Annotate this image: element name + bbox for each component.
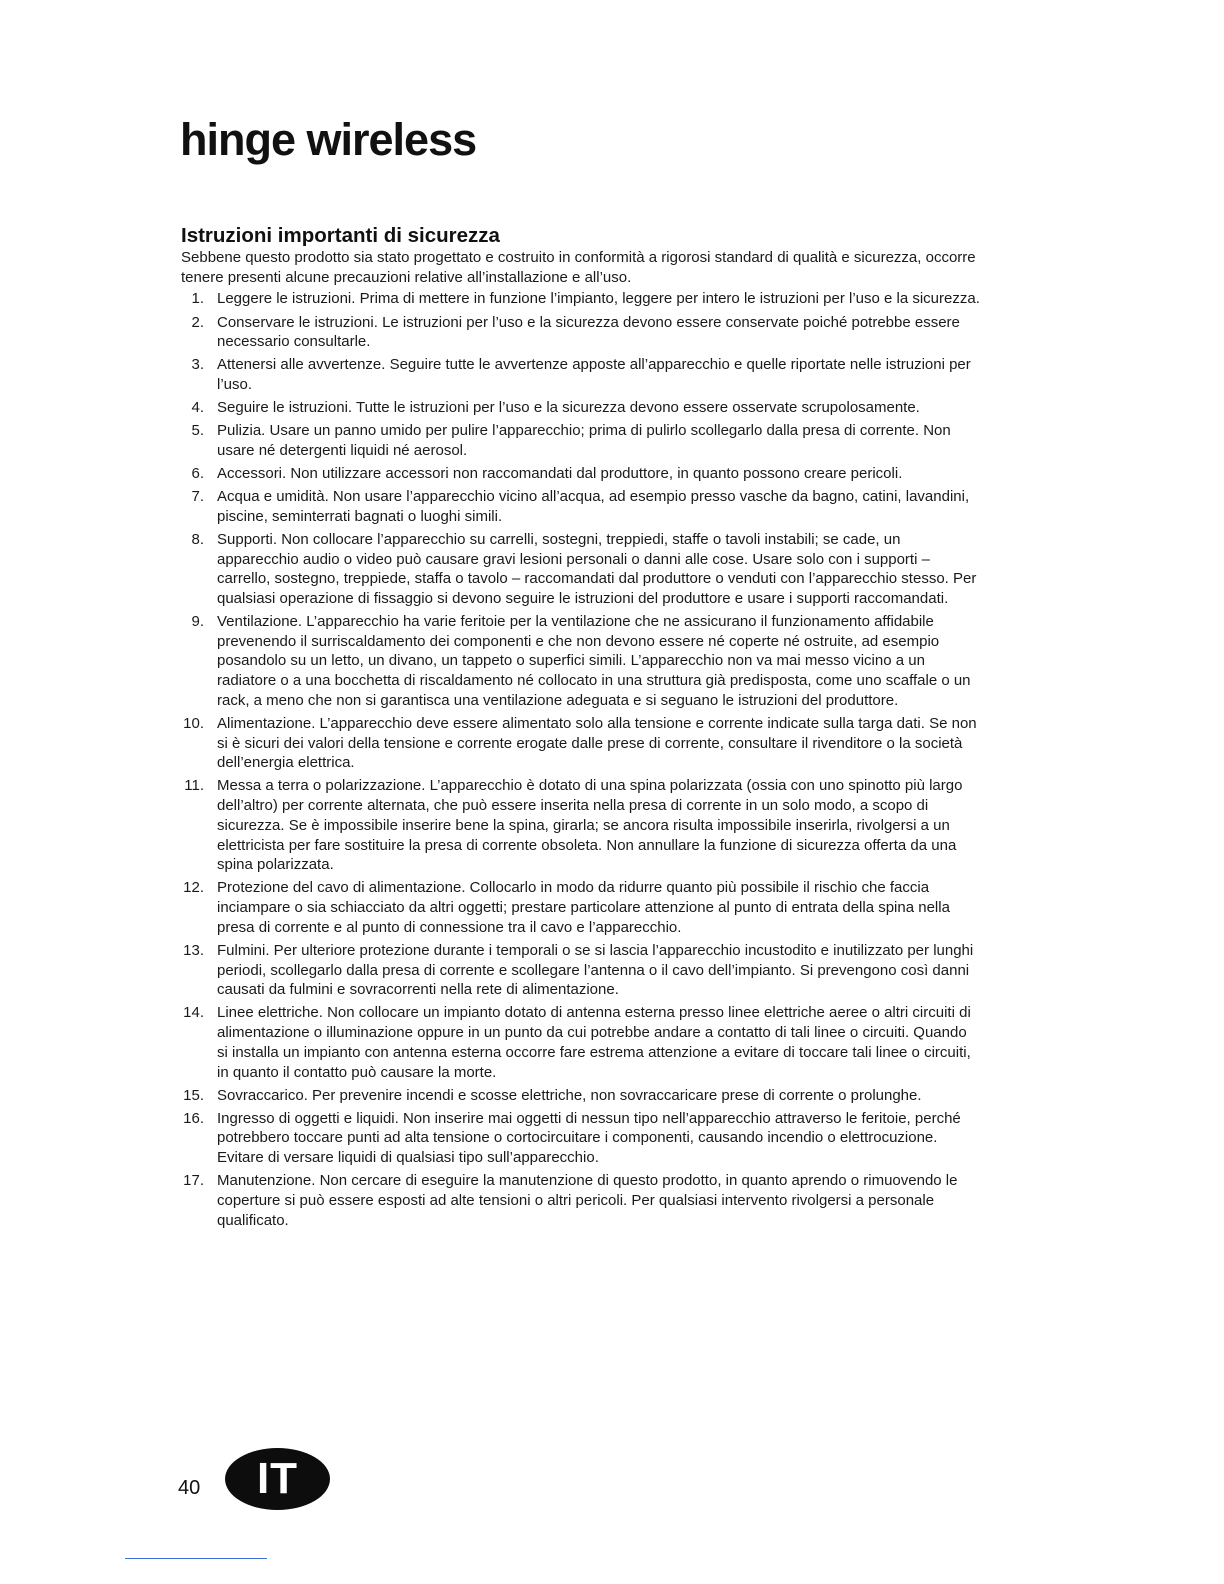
item-number: 6. (191, 464, 204, 482)
footer-divider (125, 1558, 267, 1559)
item-text: Attenersi alle avvertenze. Seguire tutte le avvertenze apposte all’apparecchio e quelle riportate nelle istruzioni per l’uso. (217, 356, 971, 393)
item-text: Alimentazione. L’apparecchio deve essere alimentato solo alla tensione e corrente indicate sulla targa dati. Se non si è sicuri dei valori della tensione e corrente erogate dalle prese di corrente, consultare il rivenditore o la società dell’energia elettrica. (217, 714, 977, 772)
item-number: 14. (183, 1004, 204, 1022)
list-item (181, 776, 981, 875)
list-item (181, 289, 981, 309)
list-item (181, 313, 981, 352)
item-text: Pulizia. Usare un panno umido per pulire l’apparecchio; prima di pulirlo scollegarlo dalla presa di corrente. Non usare né detergenti liquidi né aerosol. (217, 422, 951, 459)
item-number: 9. (191, 613, 204, 631)
intro-paragraph: Sebbene questo prodotto sia stato progettato e costruito in conformità a rigorosi standard di qualità e sicurezza, occorre tenere presenti alcune precauzioni relative all’installazione e all’uso. (181, 249, 976, 286)
item-number: 4. (191, 399, 204, 417)
list-item (181, 487, 981, 526)
item-text: Conservare le istruzioni. Le istruzioni per l’uso e la sicurezza devono essere conservate poiché potrebbe essere necessario consultarle. (217, 313, 960, 351)
item-text: Linee elettriche. Non collocare un impianto dotato di antenna esterna presso linee elettriche aeree o altri circuiti di alimentazione o illuminazione oppure in un punto da cui potrebbe andare a contatto di tali linee o circuiti. Quando si installa un impianto con antenna esterna occorre fare estrema attenzione a evitare di toccare tali linee o circuiti, in quanto il contatto può causare la morte. (217, 1004, 971, 1081)
document-title: hinge wireless (180, 114, 477, 165)
item-text: Sovraccarico. Per prevenire incendi e scosse elettriche, non sovraccaricare prese di corrente o prolunghe. (217, 1086, 922, 1104)
item-number: 8. (191, 530, 204, 548)
list-item (181, 421, 981, 460)
list-item (181, 714, 981, 773)
item-number: 7. (191, 488, 204, 506)
item-number: 1. (191, 290, 204, 308)
list-item (181, 398, 981, 418)
list-item (181, 1171, 981, 1230)
item-text: Accessori. Non utilizzare accessori non raccomandati dal produttore, in quanto possono creare pericoli. (217, 464, 903, 482)
item-number: 11. (184, 777, 204, 795)
item-text: Ventilazione. L’apparecchio ha varie feritoie per la ventilazione che ne assicurano il funzionamento affidabile prevenendo il surriscaldamento dei componenti e che non devono essere né coperte né ostruite, ad esempio posandolo su un letto, un divano, un tappeto o superfici simili. L’apparecchio non va mai messo vicino a un radiatore o a una bocchetta di riscaldamento né collocato in una struttura già predisposta, come uno scaffale o un rack, a meno che non si garantisca una ventilazione adeguata e si seguano le istruzioni del produttore. (217, 613, 971, 709)
instructions-list (181, 289, 981, 1230)
item-text: Messa a terra o polarizzazione. L’apparecchio è dotato di una spina polarizzata (ossia con uno spinotto più largo dell’altro) per corrente alternata, che può essere inserita nella presa di corrente in un solo modo, a scopo di sicurezza. Se è impossibile inserire bene la spina, girarla; se ancora risulta impossibile inserirla, rivolgersi a un elettricista per fare sostituire la presa di corrente obsoleta. Non annullare la funzione di sicurezza offerta da una spina polarizzata. (217, 777, 963, 874)
item-number: 2. (191, 313, 204, 331)
item-number: 13. (183, 941, 204, 959)
list-item (181, 612, 981, 711)
item-number: 15. (183, 1086, 204, 1104)
item-number: 3. (191, 356, 204, 374)
item-text: Acqua e umidità. Non usare l’apparecchio vicino all’acqua, ad esempio presso vasche da bagno, catini, lavandini, piscine, seminterrati bagnati o luoghi simili. (217, 488, 970, 525)
item-text: Manutenzione. Non cercare di eseguire la manutenzione di questo prodotto, in quanto aprendo o rimuovendo le coperture si può essere esposti ad alte tensioni o altri pericoli. Per qualsiasi intervento rivolgersi a personale qualificato. (217, 1172, 958, 1229)
list-item (181, 878, 981, 937)
item-text: Supporti. Non collocare l’apparecchio su carrelli, sostegni, treppiedi, staffe o tavoli instabili; se cade, un apparecchio audio o video può causare gravi lesioni personali o danni alle cose. Usare solo con i supporti – carrello, sostegno, treppiede, staffa o tavolo – raccomandati dal produttore o venduti con l’apparecchio stesso. Per qualsiasi operazione di fissaggio si devono seguire le istruzioni del produttore e usare i supporti raccomandati. (217, 530, 977, 607)
item-number: 17. (183, 1172, 204, 1190)
item-text: Seguire le istruzioni. Tutte le istruzioni per l’uso e la sicurezza devono essere osservate scrupolosamente. (217, 399, 920, 417)
list-item (181, 464, 981, 484)
list-item (181, 1109, 981, 1168)
safety-section (181, 224, 981, 1234)
item-number: 10. (183, 714, 204, 732)
item-text: Protezione del cavo di alimentazione. Collocarlo in modo da ridurre quanto più possibile il rischio che faccia inciampare o sia schiacciato da altri oggetti; prestare particolare attenzione al punto di entrata della spina nella presa di corrente e al punto di connessione tra il cavo e l’apparecchio. (217, 879, 950, 936)
item-number: 16. (183, 1109, 204, 1127)
list-item (181, 355, 981, 394)
list-item (181, 1086, 981, 1106)
list-item (181, 1003, 981, 1082)
item-text: Ingresso di oggetti e liquidi. Non inserire mai oggetti di nessun tipo nell’apparecchio attraverso le feritoie, perché potrebbero toccare punti ad alta tensione o cortocircuitare i componenti, causando incendio o elettrocuzione. Evitare di versare liquidi di qualsiasi tipo sull’apparecchio. (217, 1109, 961, 1167)
list-item (181, 530, 981, 609)
language-badge: IT (225, 1448, 330, 1510)
item-number: 5. (191, 422, 204, 440)
item-text: Leggere le istruzioni. Prima di mettere in funzione l’impianto, leggere per intero le istruzioni per l’uso e la sicurezza. (217, 290, 980, 308)
item-text: Fulmini. Per ulteriore protezione durante i temporali o se si lascia l’apparecchio incustodito e inutilizzato per lunghi periodi, scollegarlo dalla presa di corrente e scollegare l’antenna o il cavo dell’impianto. Si prevengono così danni causati da fulmini e sovracorrenti nella rete di alimentazione. (217, 941, 974, 999)
item-number: 12. (183, 879, 204, 897)
page-number: 40 (178, 1477, 201, 1499)
list-item (181, 941, 981, 1000)
section-heading: Istruzioni importanti di sicurezza (181, 224, 500, 247)
